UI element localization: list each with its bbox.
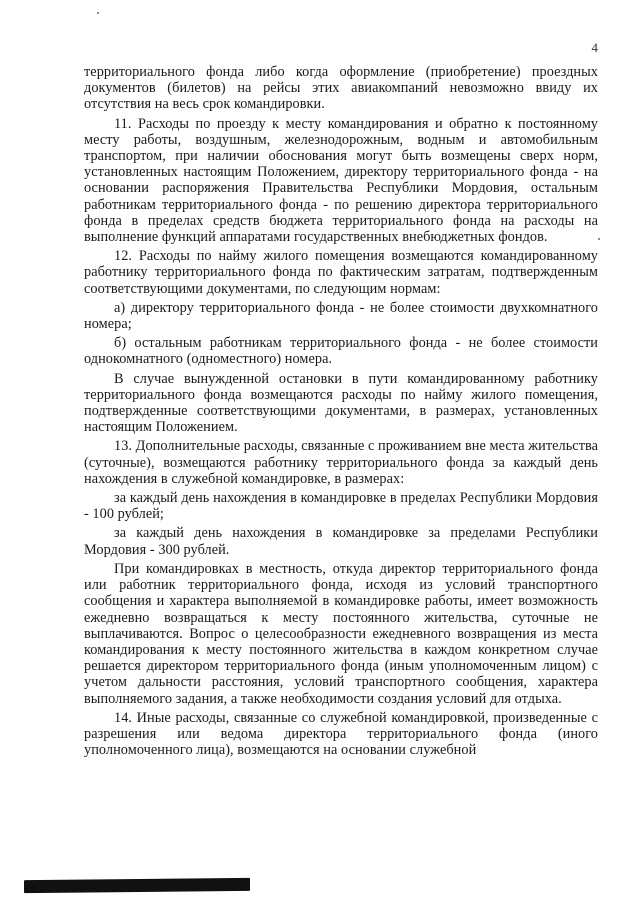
paragraph-forced-stop: В случае вынужденной остановки в пути командированному работнику территориального фонда возмещаются расходы по найму жилого помещения, подтвержденные соответствующими документами, в размерах, установленных настоящим Положением. [84, 370, 598, 436]
paragraph-item-14: 14. Иные расходы, связанные со служебной командировкой, произведенные с разрешения или ведома директора территориального фонда (иного уполномоченного лица), возмещаются на основании служебной [84, 709, 598, 759]
scan-speck [598, 238, 600, 240]
scan-speck [97, 12, 99, 14]
paragraph-per-diem-outside: за каждый день нахождения в командировке за пределами Республики Мордовия - 300 рублей. [84, 525, 598, 558]
paragraph-daily-return: При командировках в местность, откуда директор территориального фонда или работник территориального фонда, исходя из условий транспортного сообщения и характера выполняемой в командировке работы, имеет возможность ежедневно возвращаться к месту постоянного жительства, суточные не выплачиваются. Вопрос о целесообразности ежедневного возвращения из места командирования к месту постоянного жительства в каждом конкретном случае решается директором территориального фонда (иным уполномоченным лицом) с учетом дальности расстояния, условий транспортного сообщения, характера выполняемого задания, а также необходимости создания условий для отдыха. [84, 560, 598, 707]
paragraph-per-diem-inside: за каждый день нахождения в командировке в пределах Республики Мордовия - 100 рублей; [84, 490, 598, 523]
page-number: 4 [591, 40, 598, 55]
paragraph-continuation: территориального фонда либо когда оформление (приобретение) проездных документов (билетов) на рейсы этих авиакомпаний невозможно ввиду их отсутствия на весь срок командировки. [84, 64, 598, 113]
paragraph-item-12b: б) остальным работникам территориального фонда - не более стоимости однокомнатного (одноместного) номера. [84, 335, 598, 368]
document-body [84, 64, 598, 761]
scan-edge-shadow [24, 878, 250, 893]
paragraph-item-11: 11. Расходы по проезду к месту командирования и обратно к постоянному месту работы, воздушным, железнодорожным, водным и автомобильным транспортом, при наличии обоснования могут быть возмещены сверх норм, установленных настоящим Положением, директору территориального фонда - на основании распоряжения Правительства Республики Мордовия, остальным работникам территориального фонда - по решению директора территориального фонда в пределах средств бюджета территориального фонда на расходы на выполнение функций аппаратами государственных внебюджетных фондов. [84, 115, 598, 246]
paragraph-item-12a: а) директору территориального фонда - не более стоимости двухкомнатного номера; [84, 299, 598, 333]
paragraph-item-12: 12. Расходы по найму жилого помещения возмещаются командированному работнику территориального фонда по фактическим затратам, подтвержденным соответствующими документами, по следующим нормам: [84, 248, 598, 297]
paragraph-item-13: 13. Дополнительные расходы, связанные с проживанием вне места жительства (суточные), возмещаются работнику территориального фонда за каждый день нахождения в служебной командировке, в размерах: [84, 438, 598, 487]
